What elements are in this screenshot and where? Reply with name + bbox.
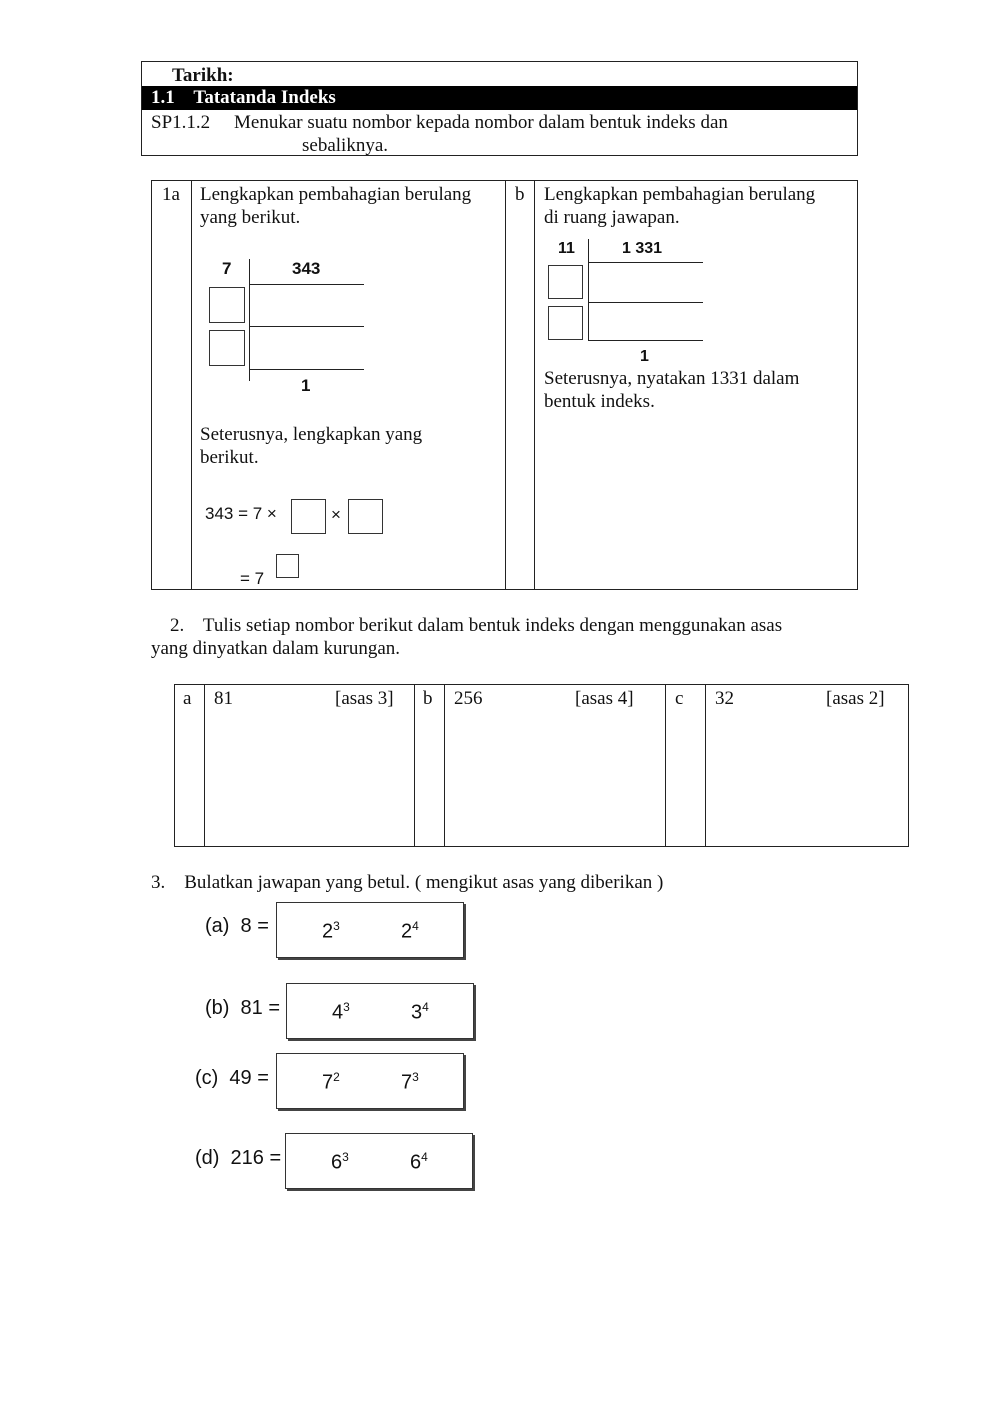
q1b-follow-line-1: Seterusnya, nyatakan 1331 dalam <box>544 368 800 389</box>
q3b-label: (b) 81 = <box>205 997 281 1019</box>
q3-instruction: 3. Bulatkan jawapan yang betul. ( mengikut asas yang diberikan ) <box>151 872 664 893</box>
q1a-divisor-answer-box-1[interactable] <box>209 287 245 323</box>
q1b-instruction-line-1: Lengkapkan pembahagian berulang <box>544 184 816 205</box>
q2b-label: b <box>423 688 433 709</box>
q3c-option-1[interactable]: $7^2$ <box>322 1070 340 1094</box>
q3c-options-box <box>276 1053 464 1109</box>
q1b-divisor-answer-box-2[interactable] <box>548 306 583 340</box>
q1b-label: b <box>515 184 525 205</box>
q1-table <box>151 180 858 590</box>
q3c-option-2[interactable]: $7^3$ <box>401 1070 419 1094</box>
q1a-instruction-line-1: Lengkapkan pembahagian berulang <box>200 184 472 205</box>
section-title: 1.1 Tatatanda Indeks <box>142 86 857 110</box>
q3d-options-box <box>285 1133 473 1189</box>
q3d-label: (d) 216 = <box>195 1147 282 1169</box>
q1b-final-quotient: 1 <box>640 348 649 365</box>
q1a-final-quotient: 1 <box>301 376 311 395</box>
q3a-option-1[interactable]: $2^3$ <box>322 919 340 943</box>
q1a-dividend: 343 <box>292 259 321 278</box>
objective-line-2: sebaliknya. <box>302 135 389 156</box>
q1a-follow-line-1: Seterusnya, lengkapkan yang <box>200 424 423 445</box>
q1a-instruction-line-2: yang berikut. <box>200 207 301 228</box>
q2a-number: 81 <box>214 688 233 709</box>
q1b-divisor: 11 <box>558 240 575 257</box>
q1a-factor-answer-box-2[interactable] <box>348 499 383 534</box>
q3a-options-box <box>276 902 464 958</box>
q2a-answer-area[interactable] <box>206 713 412 843</box>
q1a-times-sign: × <box>331 505 341 524</box>
date-label: Tarikh: <box>172 65 234 86</box>
q2b-answer-area[interactable] <box>446 713 663 843</box>
q2-instruction-line-1: 2. Tulis setiap nombor berikut dalam bentuk indeks dengan menggunakan asas <box>170 615 783 636</box>
q1b-follow-line-2: bentuk indeks. <box>544 391 655 412</box>
q2-instruction-line-2: yang dinyatkan dalam kurungan. <box>151 638 401 659</box>
q2c-base: [asas 2] <box>826 688 885 709</box>
q1a-follow-line-2: berikut. <box>200 447 259 468</box>
q2-table <box>174 684 909 847</box>
q1a-divisor-answer-box-2[interactable] <box>209 330 245 366</box>
q2c-number: 32 <box>715 688 734 709</box>
q2a-label: a <box>183 688 192 709</box>
q3a-option-2[interactable]: $2^4$ <box>401 919 419 943</box>
q3d-option-2[interactable]: $6^4$ <box>410 1150 428 1174</box>
q1b-divisor-answer-box-1[interactable] <box>548 265 583 299</box>
q1a-divisor: 7 <box>222 259 232 278</box>
q3b-option-2[interactable]: $3^4$ <box>411 1000 429 1024</box>
q1a-equation-2-prefix: = 7 <box>240 569 265 588</box>
q1b-dividend: 1 331 <box>622 240 663 257</box>
q3b-options-box <box>286 983 474 1039</box>
q2c-answer-area[interactable] <box>707 713 907 843</box>
q1a-exponent-answer-box[interactable] <box>276 554 299 578</box>
q1a-equation-1-lhs: 343 = 7 × <box>205 504 277 523</box>
q1a-factor-answer-box-1[interactable] <box>291 499 326 534</box>
q1b-instruction-line-2: di ruang jawapan. <box>544 207 680 228</box>
q2b-base: [asas 4] <box>575 688 634 709</box>
q3b-option-1[interactable]: $4^3$ <box>332 1000 350 1024</box>
header-table <box>141 61 858 156</box>
q3a-label: (a) 8 = <box>205 915 269 937</box>
q2c-label: c <box>675 688 684 709</box>
objective-line-1: Menukar suatu nombor kepada nombor dalam bentuk indeks dan <box>234 112 728 133</box>
q2a-base: [asas 3] <box>335 688 394 709</box>
q3c-label: (c) 49 = <box>195 1067 269 1089</box>
q2b-number: 256 <box>454 688 483 709</box>
q1a-label: 1a <box>162 184 180 205</box>
objective-code: SP1.1.2 <box>151 112 211 133</box>
q3d-option-1[interactable]: $6^3$ <box>331 1150 349 1174</box>
